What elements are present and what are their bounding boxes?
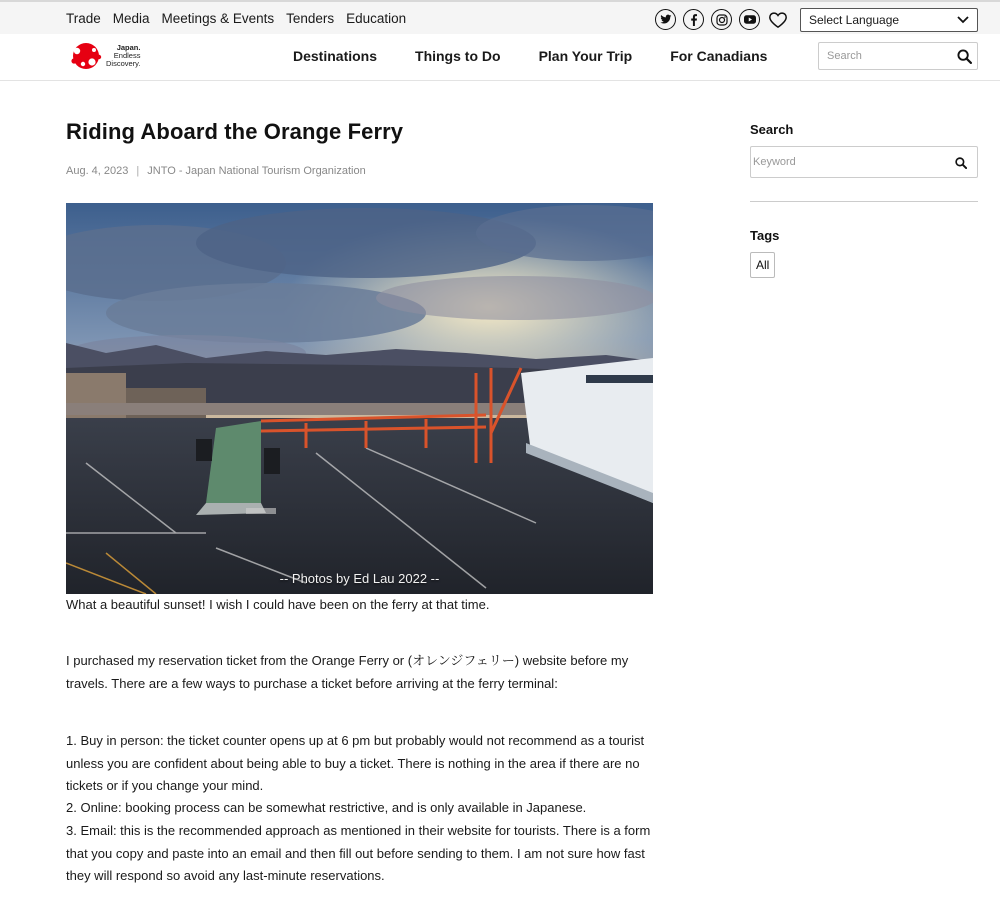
utility-bar bbox=[0, 0, 1000, 34]
search-icon[interactable] bbox=[957, 49, 972, 69]
photo-credit: -- Photos by Ed Lau 2022 -- bbox=[279, 571, 440, 586]
article-date: Aug. 4, 2023 bbox=[66, 165, 129, 177]
article-paragraph-3: 2. Online: booking process can be somewhat restrictive, and is only available in Japanese. bbox=[66, 800, 587, 815]
nav-for-canadians[interactable]: For Canadians bbox=[670, 48, 768, 64]
util-link-tenders[interactable]: Tenders bbox=[286, 11, 335, 26]
util-link-trade[interactable]: Trade bbox=[66, 11, 101, 26]
logo-line-3: Discovery. bbox=[106, 59, 141, 68]
chevron-down-icon bbox=[957, 16, 969, 24]
sidebar-search-heading: Search bbox=[750, 122, 794, 137]
article-meta bbox=[66, 165, 366, 177]
util-link-education[interactable]: Education bbox=[346, 11, 407, 26]
nav-things-to-do[interactable]: Things to Do bbox=[415, 48, 501, 64]
article-title: Riding Aboard the Orange Ferry bbox=[66, 119, 404, 144]
heart-icon[interactable] bbox=[767, 9, 788, 30]
header-search-input[interactable] bbox=[819, 43, 949, 69]
sidebar-search-input[interactable] bbox=[751, 147, 946, 177]
primary-nav bbox=[293, 48, 767, 64]
nav-destinations[interactable]: Destinations bbox=[293, 48, 378, 64]
article-author: JNTO - Japan National Tourism Organization bbox=[147, 165, 366, 177]
util-link-meetings-events[interactable]: Meetings & Events bbox=[161, 11, 275, 26]
twitter-icon[interactable] bbox=[655, 9, 676, 30]
search-icon[interactable] bbox=[955, 156, 967, 174]
utility-links bbox=[66, 11, 418, 26]
logo-blossom-icon bbox=[70, 41, 104, 71]
logo-line-2: Endless bbox=[113, 51, 141, 60]
nav-plan-your-trip[interactable]: Plan Your Trip bbox=[538, 48, 633, 64]
photo-caption: What a beautiful sunset! I wish I could have been on the ferry at that time. bbox=[66, 597, 490, 612]
header-search-box bbox=[818, 42, 978, 70]
language-select[interactable] bbox=[800, 8, 978, 32]
sidebar-search-box bbox=[750, 146, 978, 178]
article-paragraph-1: I purchased my reservation ticket from the Orange Ferry or (オレンジフェリー) website before my travels. There are a few ways to purchase a ticket before arriving at the ferry terminal: bbox=[66, 653, 629, 691]
logo-text bbox=[106, 44, 140, 68]
instagram-icon[interactable] bbox=[711, 9, 732, 30]
tag-all[interactable]: All bbox=[750, 252, 775, 278]
social-links bbox=[655, 9, 788, 30]
util-link-media[interactable]: Media bbox=[112, 11, 150, 26]
article-paragraph-2: 1. Buy in person: the ticket counter opens up at 6 pm but probably would not recommend as a tourist unless you are confident about being able to buy a ticket. There is nothing in the area if there are no tickets or if you change your mind. bbox=[66, 733, 645, 793]
article-paragraph-4: 3. Email: this is the recommended approach as mentioned in their website for tourists. There is a form that you copy and paste into an email and then fill out before sending to them. I am not sure how fast they will respond so avoid any last-minute reservations. bbox=[66, 823, 651, 883]
facebook-icon[interactable] bbox=[683, 9, 704, 30]
sidebar-divider bbox=[750, 201, 978, 202]
youtube-icon[interactable] bbox=[739, 9, 760, 30]
sidebar-tags-heading: Tags bbox=[750, 228, 780, 243]
meta-divider: | bbox=[136, 165, 140, 177]
language-select-label: Select Language bbox=[809, 13, 900, 27]
hero-photo bbox=[66, 203, 653, 594]
main-nav bbox=[0, 34, 1000, 81]
logo-line-1: Japan. bbox=[116, 43, 141, 52]
site-logo[interactable] bbox=[70, 41, 140, 71]
